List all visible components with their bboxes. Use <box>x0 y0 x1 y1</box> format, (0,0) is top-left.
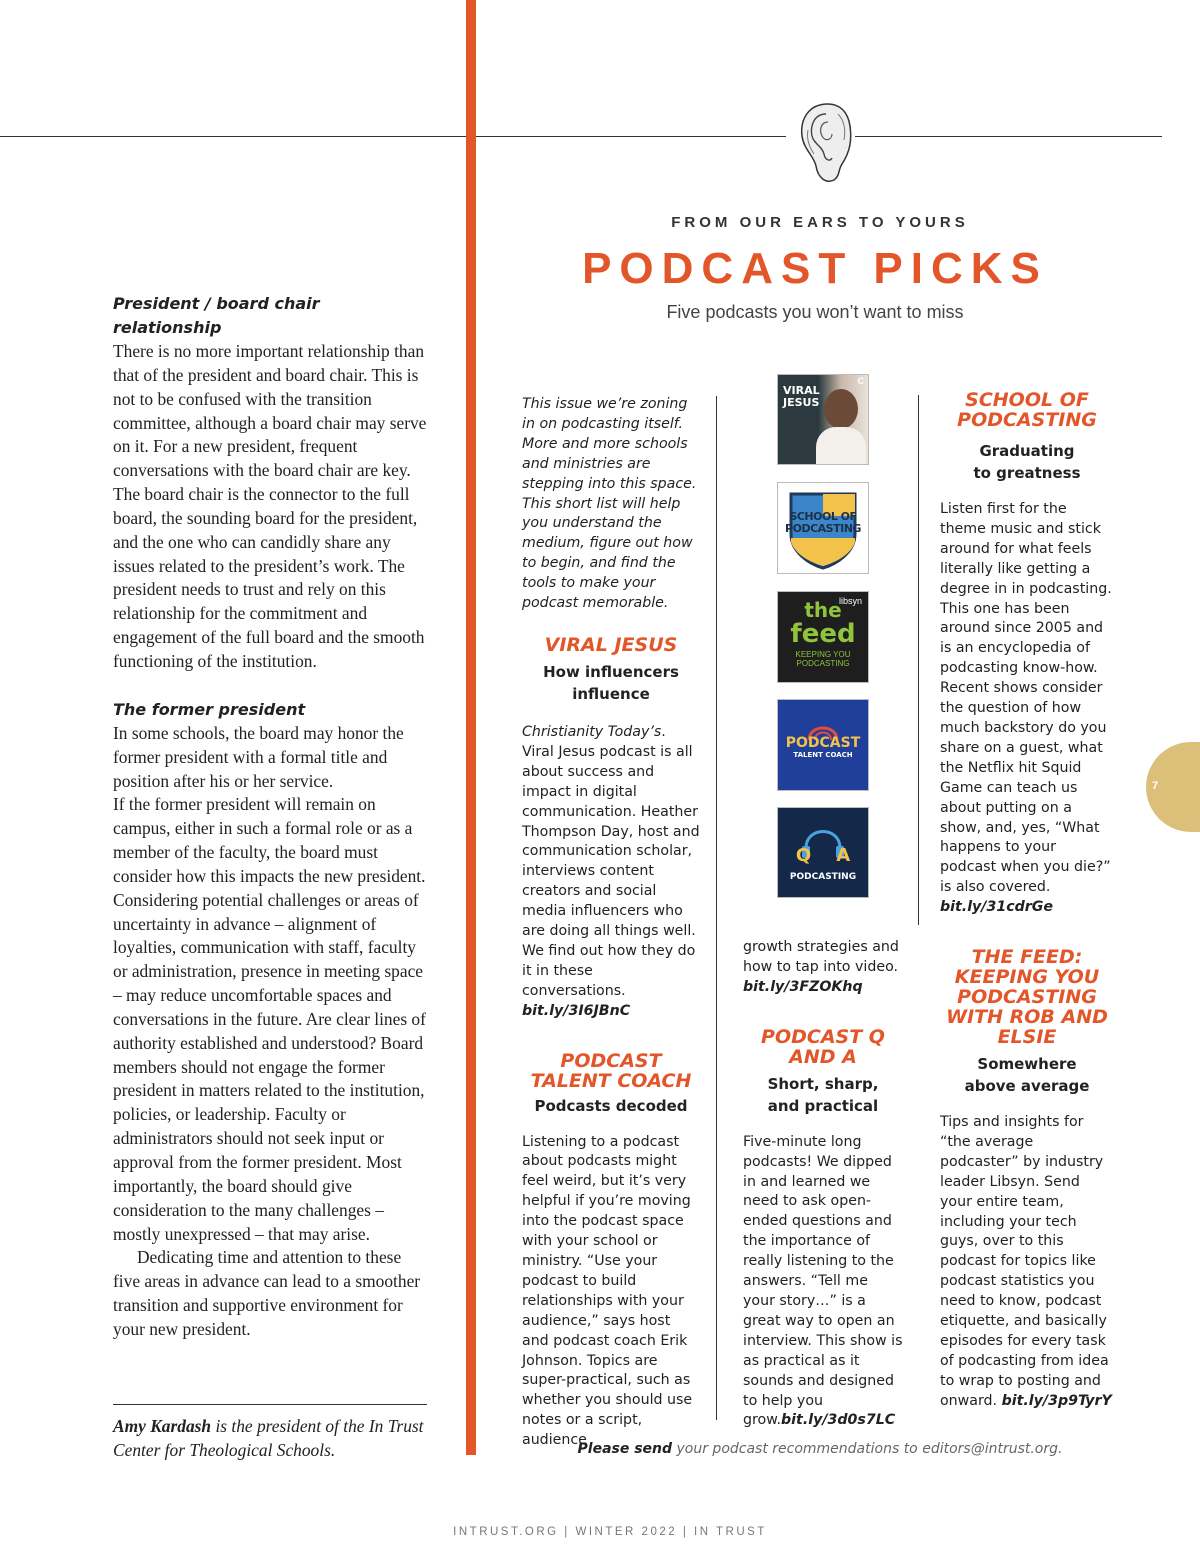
section-heading-board-chair: President / board chair relationship <box>113 294 320 337</box>
page-footer: INTRUST.ORG | WINTER 2022 | IN TRUST <box>453 1526 767 1538</box>
podcast-body-viral-jesus: Christianity Today’s. Viral Jesus podcast is all about success and impact in digital communication. Heather Thompson Day, host and communication scholar, interviews content creators and social media influencers who are doing all things well. We find out how they do it in these conversations. <box>522 723 700 999</box>
cover-feed-brand: libsyn <box>838 596 862 606</box>
recommendation-note: Please send your podcast recommendations to editors@intrust.org. <box>577 1441 1063 1457</box>
podcast-body-qa: Five-minute long podcasts! We dipped in and learned we need to ask open-ended questions and the importance of really listening to the answers. “Tell me your story…” is a great way to open an interview. This show is as practical as it sounds and designed to help you grow.bit.ly/3d0s7LC <box>743 1133 903 1429</box>
podcast-column-1 <box>522 395 700 1451</box>
byline-text: is the president of the In Trust Center for Theological Schools. <box>113 1416 424 1460</box>
intro-text: This issue we’re zoning in on podcasting itself. More and more schools and ministries are stepping into this space. This short list will help you understand the medium, figure out how to begin, and find the tools to make your podcast memorable. <box>522 396 697 612</box>
podcast-tagline-feed: Somewhere above average <box>964 1055 1090 1096</box>
section-body-closing: Dedicating time and attention to these five areas in advance can lead to a smoother transition and supportive environment for your new president. <box>113 1247 421 1339</box>
podcast-body-talent-coach: Listening to a podcast about podcasts might feel weird, but it’s very helpful if you’re moving into the podcast space with your school or ministry. “Use your podcast to build relationships with your audience,” says host and podcast coach Erik Johnson. Topics are super-practical, such as whether you should use notes or a script, audience <box>522 1133 693 1449</box>
ear-illustration <box>794 100 856 186</box>
podcast-column-2 <box>743 938 903 1431</box>
orange-divider <box>466 0 476 1455</box>
top-rule-right-a <box>476 136 786 137</box>
podcast-title-school: SCHOOL OF PODCASTING <box>957 389 1097 431</box>
podcast-tagline-viral-jesus: How influencers influence <box>543 662 679 703</box>
cover-qa-podcasting <box>777 807 869 898</box>
podcast-title-qa: PODCAST Q AND A <box>761 1025 885 1068</box>
page-subtitle: Five podcasts you won’t want to miss <box>666 302 964 322</box>
podcast-tagline-qa: Short, sharp, and practical <box>767 1074 879 1115</box>
podcast-link-talent-coach[interactable]: bit.ly/3FZOKhq <box>743 978 863 995</box>
podcast-title-talent-coach: PODCAST TALENT COACH <box>530 1049 692 1092</box>
page-number: 7 <box>1152 780 1159 792</box>
cover-viral-jesus-title: VIRAL JESUS <box>783 384 820 409</box>
column-rule-2 <box>918 395 919 925</box>
podcast-body-talent-coach-continued: growth strategies and how to tap into video. <box>743 939 899 975</box>
section-body-former-president-1: In some schools, the board may honor the former president with a formal title and position after his or her service. <box>113 722 404 791</box>
cover-qa-letters: Q A <box>795 845 851 866</box>
section-body-board-chair: There is no more important relationship than that of the president and board chair. This is not to be confused with the transition committee, although a board chair may serve on it. For a new president, frequent conversations with the board chair are key. The board chair is the connector to the full board, the sounding board for the president, and the one who can candidly share any issues related to the president’s work. The president needs to trust and rely on this relationship for the commitment and engagement of the full board and the smooth functioning of the institution. <box>113 341 427 671</box>
podcast-title-viral-jesus: VIRAL JESUS <box>544 633 678 656</box>
column-rule-1 <box>716 396 717 1420</box>
cover-school-title: SCHOOL OF PODCASTING <box>785 510 861 535</box>
article-column <box>113 292 431 1342</box>
host-portrait <box>824 389 858 429</box>
podcast-link-qa[interactable]: bit.ly/3d0s7LC <box>781 1412 896 1429</box>
section-heading-former-president: The former president <box>113 699 306 719</box>
cover-talent-coach <box>777 699 869 791</box>
podcast-tagline-school: Graduating to greatness <box>973 442 1081 482</box>
cover-school-of-podcasting <box>777 482 869 574</box>
podcast-body-feed: Tips and insights for “the average podcaster” by industry leader Libsyn. Send your entire team, including your tech guys, over to this podcast for topics like podcast statistics you need to know, podcast etiquette, and basically episodes for every task of podcasting from idea to wrap to posting and onward. bit.ly/3p9TyrY <box>940 1114 1112 1409</box>
section-kicker: FROM OUR EARS TO YOURS <box>671 214 969 231</box>
podcast-tagline-talent-coach: Podcasts decoded <box>534 1096 688 1115</box>
cover-qa-subtitle: PODCASTING <box>789 872 857 882</box>
byline-rule <box>113 1404 427 1405</box>
podcast-title-feed: THE FEED: KEEPING YOU PODCASTING WITH ROB AND ELSIE <box>946 946 1108 1049</box>
podcast-link-viral-jesus[interactable]: bit.ly/3I6JBnC <box>522 1002 631 1019</box>
podcast-link-feed[interactable]: bit.ly/3p9TyrY <box>1001 1392 1112 1409</box>
podcast-link-school[interactable]: bit.ly/31cdrGe <box>940 899 1054 916</box>
cover-feed-subtitle: KEEPING YOU PODCASTING <box>795 650 851 668</box>
cover-feed-title: the feed <box>790 598 856 649</box>
top-rule-left <box>0 136 466 137</box>
page-title: PODCAST PICKS <box>582 244 1048 293</box>
podcast-column-3 <box>940 390 1114 1412</box>
podcast-body-school: Listen first for the theme music and stick around for what feels literally like getting a degree in in podcasting. This one has been around since 2005 and is an encyclopedia of podcasting know-how. Recent shows consider the question of how much backstory do you share on a guest, what the Netflix hit Squid Game can teach us about putting on a show, and, yes, “What happens to your podcast when you die?” is also covered. <box>940 501 1112 896</box>
cover-viral-jesus-corner: C <box>857 376 864 386</box>
host-shoulders <box>816 427 866 465</box>
section-body-former-president-2: If the former president will remain on campus, either in such a formal role or as a member of the faculty, the board must consider how this impacts the new president. Considering potential challenges or areas of uncertainty in advance – alignment of loyalties, communication with staff, faculty or administration, presence in meeting space – may reduce uncomfortable spaces and conversations in the future. Are clear lines of authority established and understood? Board members should not engage the former president in matters related to the institution, policies, or leadership. Faculty or administrators should not seek input or approval from the former president. Most importantly, the board should give consideration to the many challenges – mostly unexpressed – that may arise. <box>113 794 426 1244</box>
byline-name: Amy Kardash <box>113 1416 212 1436</box>
podcast-source-viral-jesus: Christianity Today’s <box>522 723 662 740</box>
cover-viral-jesus <box>777 374 869 465</box>
cover-the-feed <box>777 591 869 683</box>
top-rule-right-b <box>855 136 1162 137</box>
byline <box>113 1415 431 1463</box>
cover-talent-title: PODCAST TALENT COACH <box>785 735 861 759</box>
